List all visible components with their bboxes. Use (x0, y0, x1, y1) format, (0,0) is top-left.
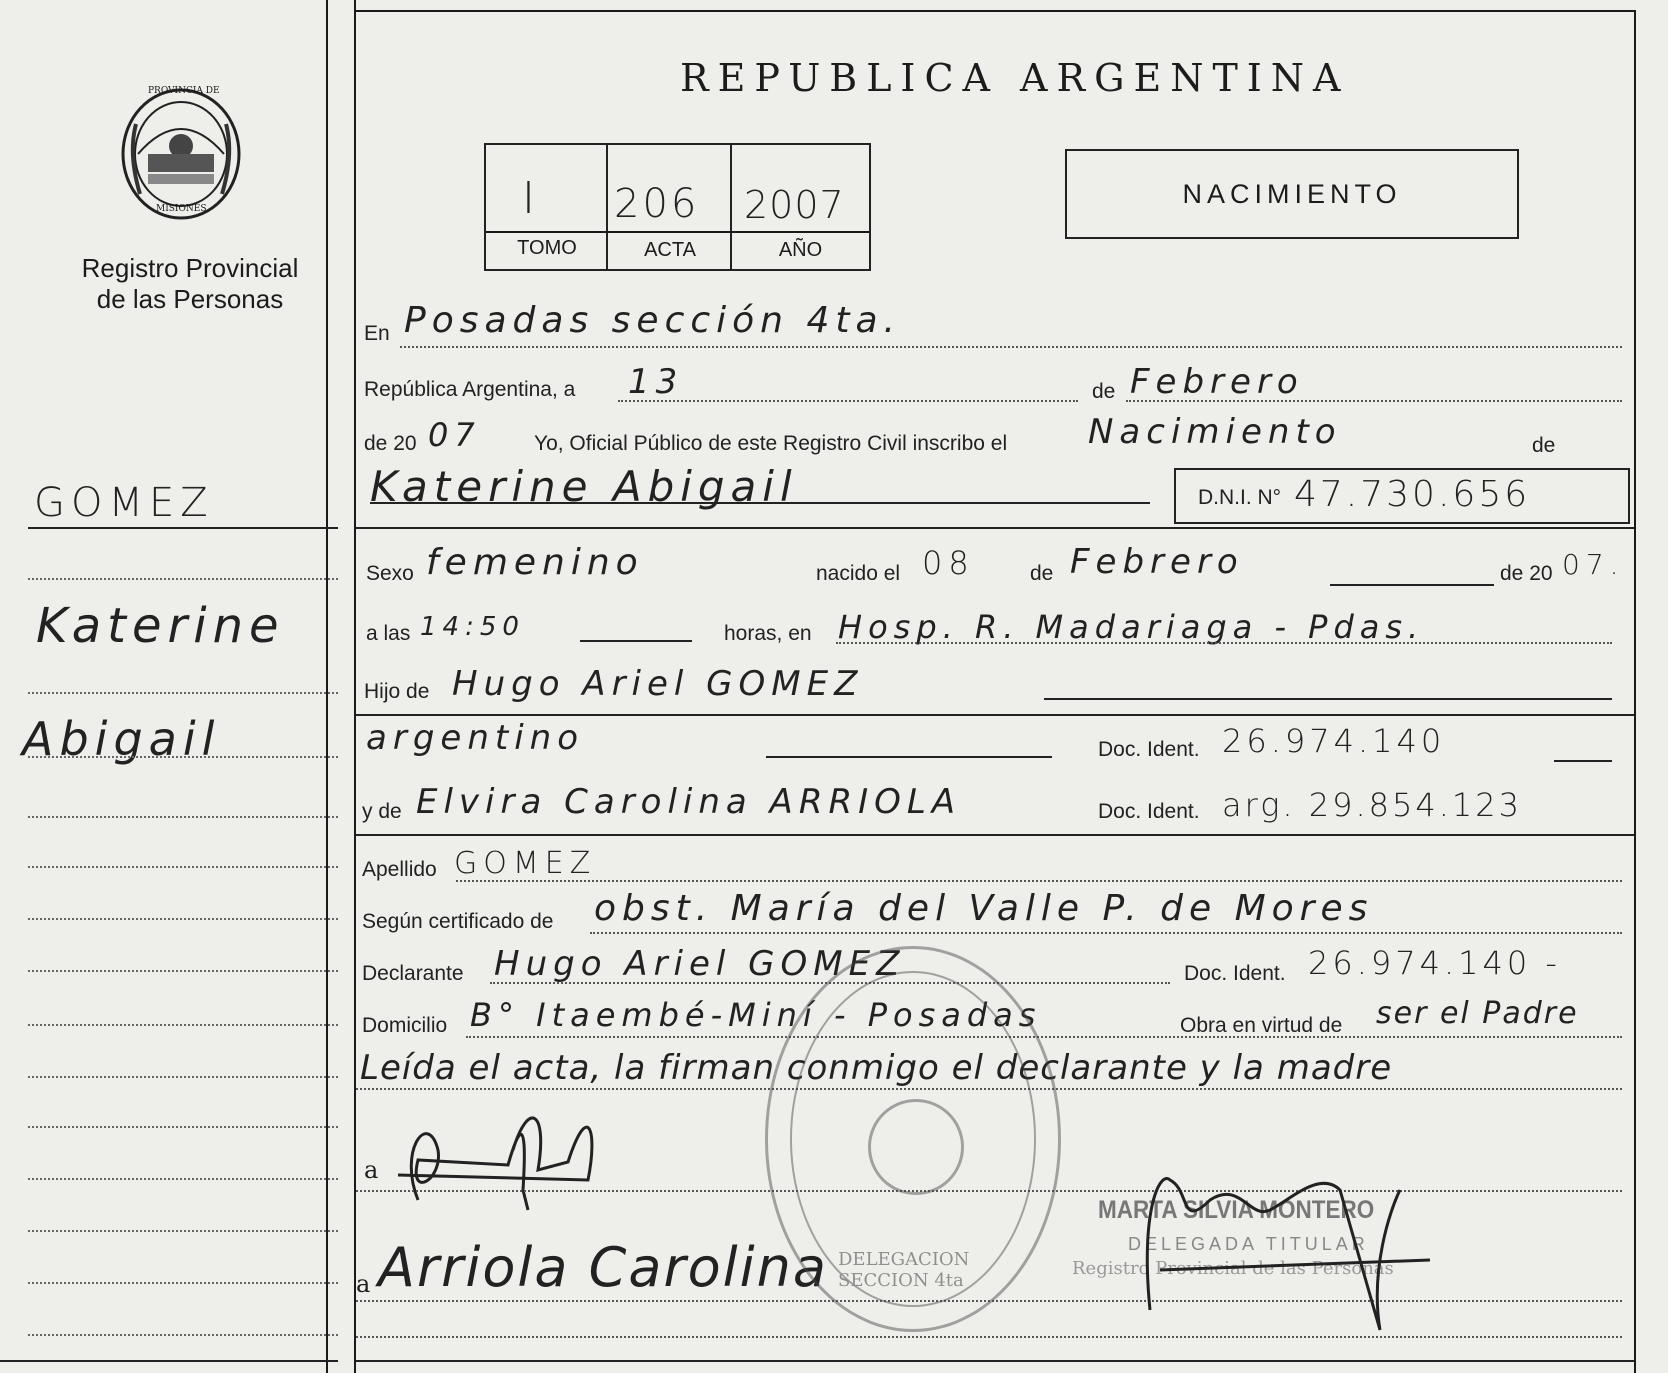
republica-label: República Argentina, a (364, 378, 576, 401)
mother-rule (356, 834, 1634, 836)
de-label-2: de (1532, 434, 1556, 457)
mother-doc-label: Doc. Ident. (1098, 800, 1200, 823)
hijo-label: Hijo de (364, 680, 430, 703)
ano-value: 2007 (744, 183, 845, 227)
birth-month: Febrero (1070, 542, 1244, 582)
birth-day: 08 (922, 544, 975, 582)
de-label: de (1092, 380, 1116, 403)
margin-rule (28, 1024, 338, 1026)
domicilio-value: B° Itaembé-Miní - Posadas (470, 996, 1042, 1034)
day-rule (618, 400, 1078, 402)
birth-year-suffix: 07. (1562, 548, 1625, 581)
section-rule (356, 527, 1634, 529)
inscribo-value: Nacimiento (1088, 412, 1342, 452)
margin-rule (28, 866, 338, 868)
y-de-label: y de (362, 800, 402, 823)
sexo-label: Sexo (366, 562, 414, 585)
father-doc-value: 26.974.140 (1222, 722, 1446, 760)
round-official-stamp (765, 946, 1061, 1332)
domicilio-rule (466, 1036, 1622, 1038)
year-suffix: 07 (428, 416, 481, 454)
segun-value: obst. María del Valle P. de Mores (594, 888, 1374, 929)
dni-value: 47.730.656 (1294, 474, 1531, 515)
day-value: 13 (628, 362, 684, 402)
seal-bottom-text: MISIONES (156, 204, 207, 214)
margin-rule (28, 918, 338, 920)
margin-rule (28, 816, 338, 818)
left-column-border (326, 0, 328, 1373)
father-nationality: argentino (366, 718, 584, 758)
en-rule (400, 346, 1622, 348)
ano-cell (732, 145, 869, 269)
acta-value: 206 (614, 181, 700, 227)
obra-value: ser el Padre (1376, 996, 1579, 1031)
acta-cell (608, 145, 732, 269)
birth-month-rule (1330, 584, 1494, 586)
round-stamp-text: DELEGACION SECCION 4ta (838, 1249, 970, 1291)
father-signature (388, 1090, 618, 1220)
country-title: REPUBLICA ARGENTINA (680, 56, 1350, 100)
apellido-value: GOMEZ (454, 846, 597, 881)
tomo-cell (486, 145, 608, 269)
en-label: En (364, 322, 390, 345)
act-type-label: NACIMIENTO (1182, 179, 1402, 209)
child-name: Katerine Abigail (370, 462, 798, 511)
ano-label: AÑO (778, 239, 823, 261)
en-value: Posadas sección 4ta. (404, 300, 901, 341)
a-las-label: a las (366, 622, 411, 645)
margin-divider (28, 527, 338, 529)
month-rule (1126, 400, 1622, 402)
margin-rule (28, 1076, 338, 1078)
margin-rule (28, 578, 338, 580)
signature-mark-1: a (364, 1156, 379, 1184)
segun-rule (590, 932, 1622, 934)
record-box-divider (486, 231, 869, 233)
acta-label: ACTA (644, 239, 696, 261)
place-rule (836, 642, 1612, 644)
margin-rule (28, 756, 338, 758)
father-name: Hugo Ariel GOMEZ (452, 664, 864, 704)
seal-top-text: PROVINCIA DE (148, 86, 220, 96)
signature-mark-2: a (356, 1270, 371, 1298)
margin-rule (28, 1126, 338, 1128)
margin-rule (28, 1334, 338, 1336)
registry-name-line2: de las Personas (96, 284, 284, 314)
mother-name: Elvira Carolina ARRIOLA (416, 782, 962, 822)
margin-rule (28, 692, 338, 694)
year-prefix: de 20 (364, 432, 417, 455)
bottom-line (356, 1360, 1634, 1362)
apellido-rule (456, 880, 1622, 882)
tomo-label: TOMO (517, 237, 577, 259)
margin-rule (28, 970, 338, 972)
declarante-doc-value: 26.974.140 - (1308, 944, 1561, 982)
margin-middle-name: Abigail (22, 712, 221, 766)
margin-first-name: Katerine (36, 598, 285, 654)
margin-rule (28, 1230, 338, 1232)
apellido-label: Apellido (362, 858, 437, 881)
declarante-label: Declarante (362, 962, 464, 985)
father-doc-rule (1554, 760, 1612, 762)
official-title-stamp: DELEGADA TITULAR (1128, 1234, 1369, 1254)
leida-text: Leída el acta, la firman conmigo el declarante y la madre (360, 1048, 1393, 1088)
mother-signature: Arriola Carolina (378, 1236, 828, 1299)
obra-label: Obra en virtud de (1180, 1014, 1343, 1037)
domicilio-label: Domicilio (362, 1014, 448, 1037)
declarante-doc-label: Doc. Ident. (1184, 962, 1286, 985)
father-rule (1044, 698, 1612, 700)
time-rule (580, 640, 692, 642)
main-top-border (354, 10, 1636, 12)
dni-label: D.N.I. N° (1198, 486, 1282, 509)
act-type-box (1065, 149, 1519, 239)
father-doc-label: Doc. Ident. (1098, 738, 1200, 761)
margin-bottom-line (0, 1360, 338, 1362)
province-seal (118, 84, 244, 224)
margin-rule (28, 1178, 338, 1180)
nacido-label: nacido el (816, 562, 901, 585)
dni-box (1174, 468, 1630, 524)
official-name-stamp: MARTA SILVIA MONTERO (1098, 1196, 1375, 1224)
sexo-value: femenino (426, 542, 644, 583)
main-left-border (354, 0, 356, 1373)
de-label-3: de (1030, 562, 1054, 585)
place-value: Hosp. R. Madariaga - Pdas. (838, 608, 1425, 646)
nationality-rule (766, 756, 1052, 758)
main-right-border (1634, 10, 1636, 1373)
registry-name-line1: Registro Provincial (81, 253, 299, 283)
time-value: 14:50 (420, 612, 525, 642)
name-rule (370, 502, 1150, 504)
declarante-value: Hugo Ariel GOMEZ (494, 944, 906, 984)
tomo-value: I (522, 173, 541, 224)
official-signature (1120, 1150, 1440, 1350)
segun-label: Según certificado de (362, 910, 554, 933)
horas-label: horas, en (724, 622, 812, 645)
official-registry-stamp: Registro Provincial de las Personas (1072, 1258, 1394, 1279)
yo-text: Yo, Oficial Público de este Registro Civil inscribo el (534, 432, 1008, 455)
father-rule-2 (356, 714, 1634, 716)
mother-doc-value: arg. 29.854.123 (1222, 786, 1522, 824)
margin-surname: GOMEZ (34, 480, 214, 526)
month-value: Febrero (1130, 362, 1304, 402)
record-number-box (484, 143, 871, 271)
margin-rule (28, 1282, 338, 1284)
de20-label: de 20 (1500, 562, 1553, 585)
